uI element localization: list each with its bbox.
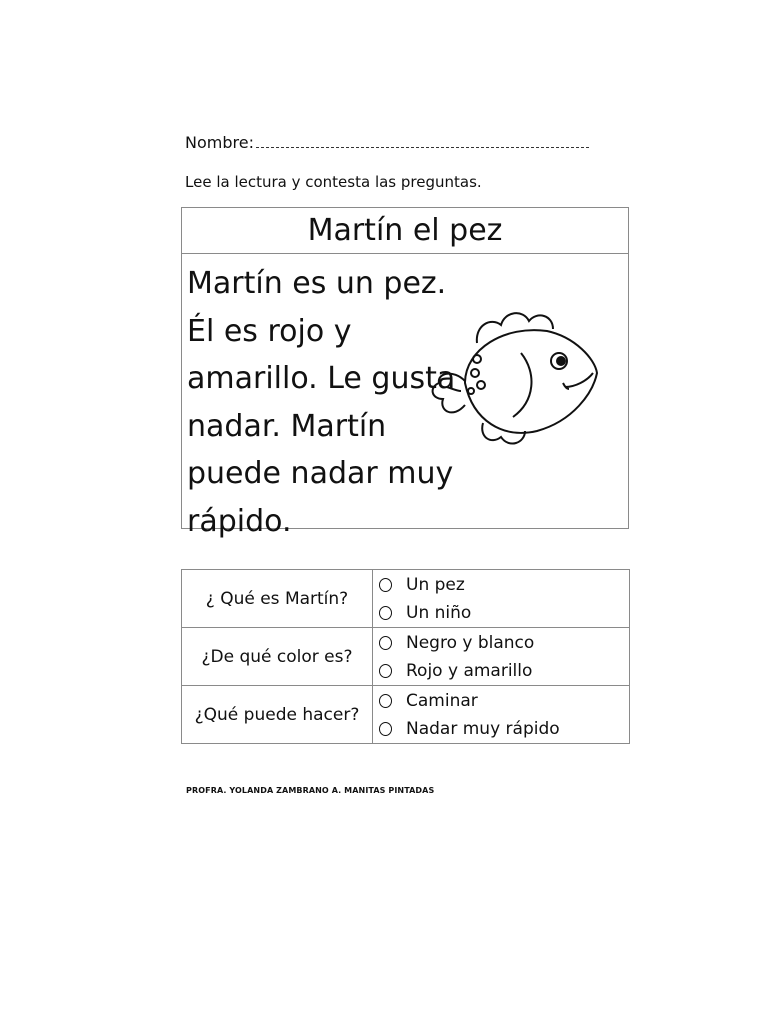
- story-text: [187, 260, 457, 545]
- story-line: Él es rojo y: [187, 313, 352, 349]
- story-line: Martín es un pez.: [187, 266, 447, 301]
- radio-circle-icon[interactable]: [379, 664, 392, 678]
- question-text: ¿Qué puede hacer?: [182, 686, 373, 744]
- option-label: Un pez: [406, 574, 465, 595]
- story-box: [181, 207, 629, 539]
- answer-option[interactable]: [377, 657, 629, 685]
- question-row: [182, 628, 630, 686]
- footer-credit: PROFRA. YOLANDA ZAMBRANO A. MANITAS PINTADAS: [186, 786, 435, 795]
- answer-options: [373, 628, 630, 686]
- name-field: [185, 133, 589, 152]
- answer-option[interactable]: [377, 687, 629, 715]
- fish-illustration: [425, 303, 605, 453]
- radio-circle-icon[interactable]: [379, 636, 392, 650]
- name-label: Nombre:: [185, 133, 254, 152]
- radio-circle-icon[interactable]: [379, 722, 392, 736]
- story-line: nadar. Martín: [187, 408, 387, 444]
- option-label: Negro y blanco: [406, 632, 535, 653]
- option-label: Rojo y amarillo: [406, 660, 533, 681]
- question-row: [182, 686, 630, 744]
- question-text: ¿ Qué es Martín?: [182, 570, 373, 628]
- question-row: [182, 570, 630, 628]
- radio-circle-icon[interactable]: [379, 694, 392, 708]
- story-line: rápido.: [187, 503, 292, 539]
- answer-option[interactable]: [377, 715, 629, 743]
- answer-option[interactable]: [377, 571, 629, 599]
- option-label: Caminar: [406, 690, 478, 711]
- story-line: amarillo. Le gusta: [187, 361, 456, 396]
- answer-options: [373, 570, 630, 628]
- instructions: Lee la lectura y contesta las preguntas.: [185, 173, 482, 191]
- question-text: ¿De qué color es?: [182, 628, 373, 686]
- story-line: puede nadar muy: [187, 456, 454, 491]
- radio-circle-icon[interactable]: [379, 606, 392, 620]
- name-blank-line[interactable]: [256, 135, 589, 148]
- answer-options: [373, 686, 630, 744]
- radio-circle-icon[interactable]: [379, 578, 392, 592]
- option-label: Un niño: [406, 602, 472, 623]
- story-title: Martín el pez: [182, 208, 628, 254]
- answer-option[interactable]: [377, 629, 629, 657]
- option-label: Nadar muy rápido: [406, 718, 560, 739]
- answer-option[interactable]: [377, 599, 629, 627]
- questions-table: [181, 569, 630, 744]
